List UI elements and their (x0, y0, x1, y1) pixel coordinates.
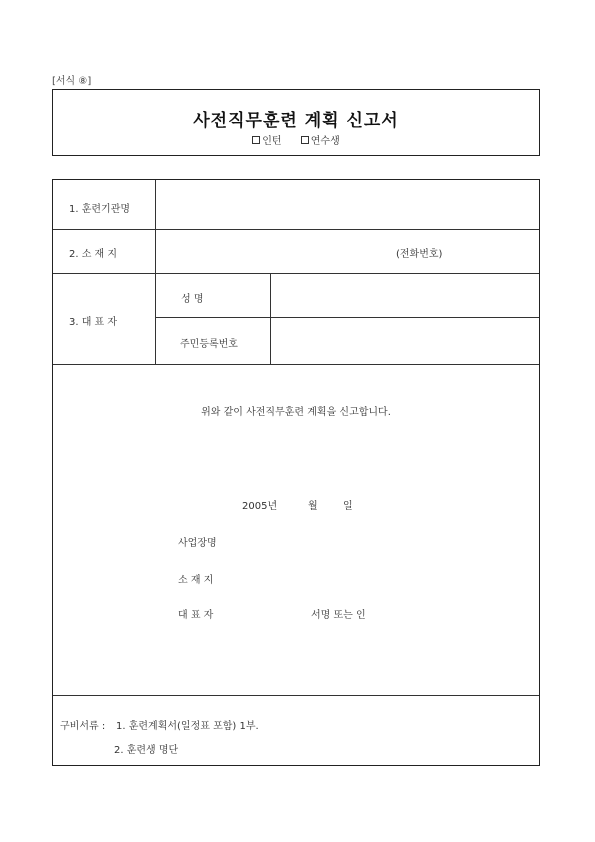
option-intern-label: 인턴 (262, 136, 282, 147)
form-number-tag: [서식 ⑧] (52, 76, 92, 87)
phone-number-label: (전화번호) (396, 249, 443, 260)
declaration-statement: 위와 같이 사전직무훈련 계획을 신고합니다. (201, 407, 391, 418)
institution-name-field[interactable] (156, 180, 539, 229)
business-address-label: 소 재 지 (178, 575, 214, 586)
location-label: 2. 소 재 지 (69, 249, 118, 260)
attachment-item-1: 1. 훈련계획서(일정표 포함) 1부. (116, 721, 259, 732)
intern-checkbox-icon[interactable] (252, 136, 260, 144)
trainee-checkbox-icon[interactable] (301, 136, 309, 144)
name-label: 성 명 (181, 294, 204, 305)
location-field[interactable] (156, 230, 539, 273)
row-divider (53, 695, 539, 696)
attachment-item-2: 2. 훈련생 명단 (114, 745, 179, 756)
business-representative-label: 대 표 자 (178, 610, 214, 621)
training-type-options (53, 132, 539, 147)
resident-id-label: 주민등록번호 (180, 339, 238, 350)
institution-name-label: 1. 훈련기관명 (69, 204, 131, 215)
representative-label: 3. 대 표 자 (69, 317, 118, 328)
option-trainee[interactable] (301, 132, 340, 147)
date-day: 일 (343, 501, 353, 512)
option-intern[interactable] (252, 132, 281, 147)
attachments-heading: 구비서류 : (60, 721, 106, 732)
business-name-label: 사업장명 (178, 538, 217, 549)
title-box (52, 89, 540, 156)
signature-label: 서명 또는 인 (311, 610, 366, 621)
row-divider (53, 364, 539, 365)
form-title: 사전직무훈련 계획 신고서 (193, 111, 399, 131)
name-field[interactable] (271, 274, 539, 317)
report-form-table (52, 179, 540, 766)
date-year: 2005년 (242, 501, 278, 512)
date-month: 월 (308, 501, 318, 512)
resident-id-field[interactable] (271, 318, 539, 364)
option-trainee-label: 연수생 (310, 136, 340, 147)
